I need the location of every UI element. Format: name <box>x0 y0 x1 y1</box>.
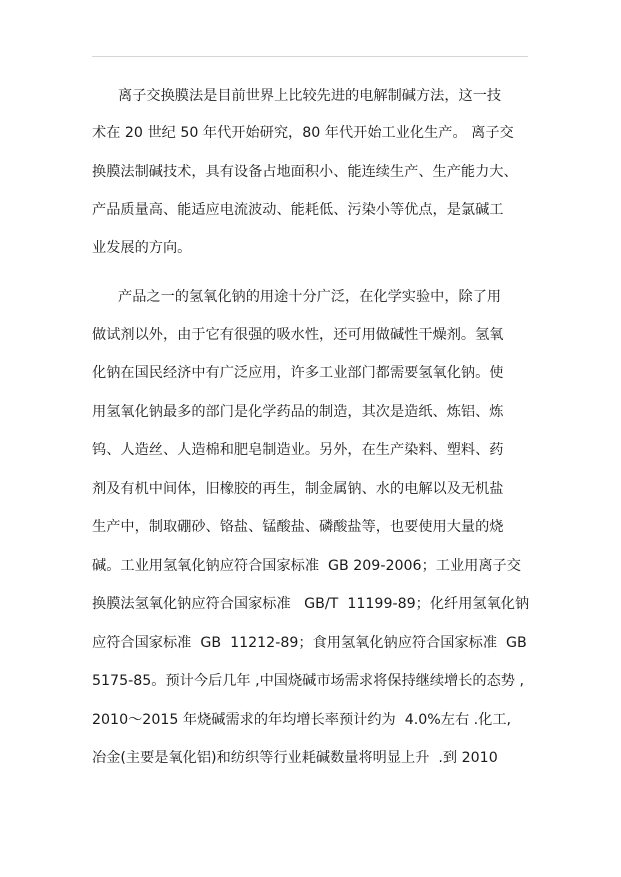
paragraph-1-line-2: 术在 20 世纪 50 年代开始研究，80 年代开始工业化生产。 离子交 <box>92 125 514 141</box>
paragraph-2-line-9: 换膜法氢氧化钠应符合国家标准 GB/T 11199-89；化纤用氢氧化钠 <box>92 596 530 612</box>
paragraph-2-line-4: 用氢氧化钠最多的部门是化学药品的制造，其次是造纸、炼铝、炼 <box>92 404 504 420</box>
paragraph-2-line-10: 应符合国家标准 GB 11212-89；食用氢氧化钠应符合国家标准 GB <box>92 635 527 651</box>
paragraph-2-line-1: 产品之一的氢氧化钠的用途十分广泛，在化学实验中，除了用 <box>118 289 502 305</box>
paragraph-1-line-4: 产品质量高、能适应电流波动、能耗低、污染小等优点，是氯碱工 <box>92 202 504 218</box>
paragraph-2-line-2: 做试剂以外，由于它有很强的吸水性，还可用做碱性干燥剂。氢氧 <box>92 327 504 343</box>
paragraph-2-line-6: 剂及有机中间体，旧橡胶的再生，制金属钠、水的电解以及无机盐 <box>92 481 504 497</box>
paragraph-2-line-8: 碱。工业用氢氧化钠应符合国家标准 GB 209-2006；工业用离子交 <box>92 558 521 574</box>
paragraph-2-line-5: 钨、人造丝、人造棉和肥皂制造业。另外，在生产染料、塑料、药 <box>92 442 504 458</box>
paragraph-2-line-12: 2010～2015 年烧碱需求的年均增长率预计约为 4.0%左右 .化工, <box>92 712 512 728</box>
paragraph-1-line-3: 换膜法制碱技术，具有设备占地面积小、能连续生产、生产能力大、 <box>92 164 518 180</box>
paragraph-2-line-11: 5175-85。预计今后几年 ,中国烧碱市场需求将保持继续增长的态势 , <box>92 673 525 689</box>
paragraph-2-line-3: 化钠在国民经济中有广泛应用，许多工业部门都需要氢氧化钠。使 <box>92 365 504 381</box>
paragraph-2-line-7: 生产中，制取硼砂、铬盐、锰酸盐、磷酸盐等，也要使用大量的烧 <box>92 519 504 535</box>
paragraph-2-line-13: 冶金(主要是氧化铝)和纺织等行业耗碱数量将明显上升 .到 2010 <box>92 750 498 766</box>
header-rule <box>92 56 528 57</box>
paragraph-1-line-1: 离子交换膜法是目前世界上比较先进的电解制碱方法，这一技 <box>118 88 502 104</box>
paragraph-1-line-5: 业发展的方向。 <box>92 240 192 256</box>
